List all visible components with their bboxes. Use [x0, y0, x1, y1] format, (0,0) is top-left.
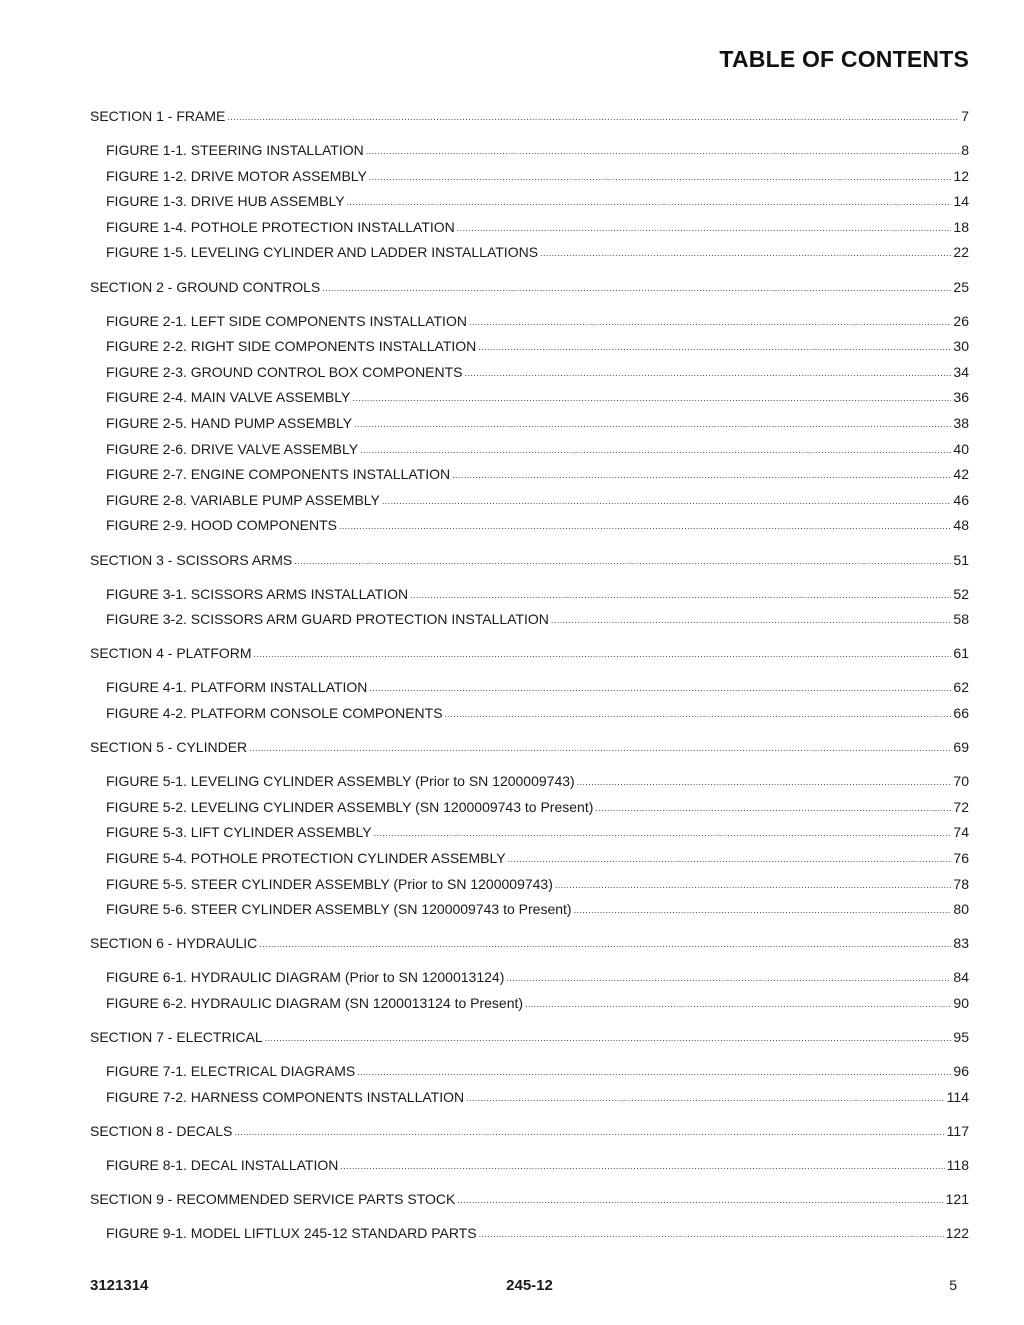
- toc-figure-entry[interactable]: [90, 411, 969, 437]
- dot-leader: [574, 898, 952, 924]
- footer-doc-number: 3121314: [90, 1277, 149, 1294]
- toc-figure-entry[interactable]: [90, 897, 969, 923]
- figure-label: FIGURE 2-1. LEFT SIDE COMPONENTS INSTALLATION: [106, 312, 467, 329]
- figure-page-number: 80: [953, 901, 969, 918]
- dot-leader: [374, 821, 952, 847]
- dot-leader: [339, 514, 951, 540]
- section-label: SECTION 1 - FRAME: [90, 108, 226, 124]
- toc-figure-entry[interactable]: [90, 965, 969, 991]
- section-label: SECTION 6 - HYDRAULIC: [90, 935, 258, 952]
- figure-page-number: 74: [953, 824, 969, 841]
- dot-leader: [234, 1120, 944, 1146]
- figure-label: FIGURE 2-4. MAIN VALVE ASSEMBLY: [106, 389, 351, 406]
- figure-label: FIGURE 2-2. RIGHT SIDE COMPONENTS INSTALLATION: [106, 338, 477, 355]
- figure-label: FIGURE 2-8. VARIABLE PUMP ASSEMBLY: [106, 491, 380, 508]
- toc-figure-entry[interactable]: [90, 769, 969, 795]
- figure-page-number: 58: [953, 611, 969, 628]
- figure-label: FIGURE 5-2. LEVELING CYLINDER ASSEMBLY (SN 1200009743 to Present): [106, 798, 594, 815]
- figure-page-number: 122: [945, 1225, 969, 1242]
- footer-model: 245-12: [506, 1277, 553, 1294]
- figure-label: FIGURE 7-2. HARNESS COMPONENTS INSTALLATION: [106, 1088, 465, 1105]
- toc-section-group: [90, 931, 969, 1016]
- toc-figure-entry[interactable]: [90, 701, 969, 727]
- dot-leader: [551, 608, 952, 634]
- figure-page-number: 38: [953, 415, 969, 432]
- figure-label: FIGURE 4-2. PLATFORM CONSOLE COMPONENTS: [106, 704, 443, 721]
- figure-page-number: 70: [953, 773, 969, 790]
- dot-leader: [382, 489, 952, 515]
- toc-section-group: [90, 548, 969, 633]
- figure-label: FIGURE 1-3. DRIVE HUB ASSEMBLY: [106, 193, 345, 210]
- dot-leader: [595, 796, 951, 822]
- section-label: SECTION 4 - PLATFORM: [90, 645, 252, 662]
- figure-page-number: 72: [953, 798, 969, 815]
- dot-leader: [478, 335, 951, 361]
- dot-leader: [540, 241, 951, 267]
- figure-label: FIGURE 5-3. LIFT CYLINDER ASSEMBLY: [106, 824, 372, 841]
- figure-label: FIGURE 2-6. DRIVE VALVE ASSEMBLY: [106, 440, 359, 457]
- figure-label: FIGURE 3-2. SCISSORS ARM GUARD PROTECTION INSTALLATION: [106, 611, 549, 628]
- figure-page-number: 22: [953, 244, 969, 261]
- figure-page-number: 62: [953, 679, 969, 696]
- page-title: TABLE OF CONTENTS: [719, 46, 969, 72]
- figure-page-number: 76: [953, 849, 969, 866]
- figure-label: FIGURE 9-1. MODEL LIFTLUX 245-12 STANDARD PARTS: [106, 1225, 477, 1242]
- dot-leader: [369, 676, 951, 702]
- toc-figure-entry[interactable]: [90, 991, 969, 1017]
- section-page-number: 25: [953, 278, 969, 295]
- toc-figure-entry[interactable]: [90, 138, 969, 164]
- figure-label: FIGURE 1-1. STEERING INSTALLATION: [106, 142, 364, 159]
- toc-section-group: [90, 1119, 969, 1179]
- dot-leader: [479, 1222, 944, 1248]
- figure-label: FIGURE 5-1. LEVELING CYLINDER ASSEMBLY (Prior to SN 1200009743): [106, 773, 575, 790]
- figure-label: FIGURE 2-9. HOOD COMPONENTS: [106, 517, 338, 534]
- toc-figure-entry[interactable]: [90, 1085, 969, 1111]
- dot-leader: [466, 1086, 945, 1112]
- figure-label: FIGURE 1-5. LEVELING CYLINDER AND LADDER INSTALLATIONS: [106, 244, 539, 261]
- toc-section-entry[interactable]: [90, 931, 969, 957]
- section-page-number: 61: [953, 645, 969, 662]
- dot-leader: [352, 386, 951, 412]
- dot-leader: [445, 702, 952, 728]
- toc-section-entry[interactable]: [90, 1025, 969, 1051]
- toc-figure-entry[interactable]: [90, 820, 969, 846]
- section-label: SECTION 8 - DECALS: [90, 1122, 233, 1139]
- dot-leader: [465, 361, 952, 387]
- dot-leader: [457, 1188, 943, 1214]
- dot-leader: [357, 1060, 951, 1086]
- toc-section-entry[interactable]: [90, 641, 969, 667]
- dot-leader: [506, 966, 951, 992]
- dot-leader: [347, 190, 952, 216]
- figure-page-number: 12: [953, 167, 969, 184]
- figure-label: FIGURE 2-7. ENGINE COMPONENTS INSTALLATION: [106, 466, 451, 483]
- toc-figure-entry[interactable]: [90, 385, 969, 411]
- figure-page-number: 118: [946, 1156, 969, 1173]
- toc-figure-entry[interactable]: [90, 334, 969, 360]
- section-label: SECTION 3 - SCISSORS ARMS: [90, 551, 293, 568]
- dot-leader: [249, 736, 951, 762]
- figure-label: FIGURE 5-6. STEER CYLINDER ASSEMBLY (SN 1200009743 to Present): [106, 901, 572, 918]
- toc-section-group: [90, 735, 969, 923]
- page-footer: [90, 1277, 969, 1297]
- toc-section-entry[interactable]: [90, 104, 969, 130]
- toc-figure-entry[interactable]: [90, 488, 969, 514]
- toc-section-group: [90, 641, 969, 726]
- figure-label: FIGURE 5-5. STEER CYLINDER ASSEMBLY (Prior to SN 1200009743): [106, 875, 553, 892]
- figure-page-number: 42: [953, 466, 969, 483]
- figure-page-number: 26: [953, 312, 969, 329]
- figure-page-number: 90: [953, 994, 969, 1011]
- figure-page-number: 66: [953, 704, 969, 721]
- toc-figure-entry[interactable]: [90, 1221, 969, 1247]
- toc-section-entry[interactable]: [90, 1187, 969, 1213]
- toc-section-entry[interactable]: [90, 275, 969, 301]
- section-label: SECTION 7 - ELECTRICAL: [90, 1029, 263, 1045]
- toc-figure-entry[interactable]: [90, 164, 969, 190]
- dot-leader: [457, 216, 952, 242]
- section-label: SECTION 2 - GROUND CONTROLS: [90, 278, 321, 295]
- figure-label: FIGURE 3-1. SCISSORS ARMS INSTALLATION: [106, 585, 409, 602]
- figure-label: FIGURE 8-1. DECAL INSTALLATION: [106, 1156, 339, 1173]
- toc-figure-entry[interactable]: [90, 582, 969, 608]
- toc-figure-entry[interactable]: [90, 215, 969, 241]
- dot-leader: [360, 438, 951, 464]
- figure-page-number: 36: [953, 389, 969, 406]
- toc-section-group: [90, 1187, 969, 1247]
- figure-page-number: 114: [946, 1088, 969, 1105]
- dot-leader: [294, 549, 951, 575]
- table-of-contents: [90, 104, 969, 1255]
- figure-label: FIGURE 2-5. HAND PUMP ASSEMBLY: [106, 415, 353, 432]
- section-page-number: 51: [953, 551, 969, 568]
- toc-figure-entry[interactable]: [90, 437, 969, 463]
- toc-figure-entry[interactable]: [90, 607, 969, 633]
- toc-figure-entry[interactable]: [90, 795, 969, 821]
- section-page-number: 7: [961, 108, 969, 124]
- toc-figure-entry[interactable]: [90, 1153, 969, 1179]
- section-page-number: 83: [953, 935, 969, 952]
- dot-leader: [410, 583, 951, 609]
- dot-leader: [259, 932, 951, 958]
- toc-figure-entry[interactable]: [90, 309, 969, 335]
- figure-label: FIGURE 4-1. PLATFORM INSTALLATION: [106, 679, 368, 696]
- figure-page-number: 84: [953, 969, 969, 986]
- dot-leader: [555, 873, 952, 899]
- figure-label: FIGURE 6-1. HYDRAULIC DIAGRAM (Prior to SN 1200013124): [106, 969, 505, 986]
- section-page-number: 121: [945, 1190, 969, 1207]
- toc-figure-entry[interactable]: [90, 462, 969, 488]
- figure-page-number: 48: [953, 517, 969, 534]
- toc-section-group: [90, 1025, 969, 1110]
- toc-section-group: [90, 275, 969, 539]
- dot-leader: [452, 463, 951, 489]
- figure-page-number: 96: [953, 1063, 969, 1080]
- toc-figure-entry[interactable]: [90, 189, 969, 215]
- figure-label: FIGURE 5-4. POTHOLE PROTECTION CYLINDER ASSEMBLY: [106, 849, 506, 866]
- dot-leader: [525, 992, 951, 1018]
- dot-leader: [577, 770, 952, 796]
- dot-leader: [227, 105, 959, 131]
- figure-page-number: 14: [953, 193, 969, 210]
- toc-figure-entry[interactable]: [90, 846, 969, 872]
- figure-page-number: 34: [953, 363, 969, 380]
- figure-page-number: 46: [953, 491, 969, 508]
- toc-section-entry[interactable]: [90, 1119, 969, 1145]
- toc-figure-entry[interactable]: [90, 872, 969, 898]
- toc-section-group: [90, 104, 969, 266]
- figure-label: FIGURE 1-2. DRIVE MOTOR ASSEMBLY: [106, 167, 367, 184]
- section-label: SECTION 9 - RECOMMENDED SERVICE PARTS STOCK: [90, 1190, 456, 1207]
- dot-leader: [469, 310, 951, 336]
- section-page-number: 69: [953, 739, 969, 756]
- figure-page-number: 40: [953, 440, 969, 457]
- dot-leader: [354, 412, 951, 438]
- footer-page-number: 5: [949, 1277, 957, 1293]
- toc-figure-entry[interactable]: [90, 240, 969, 266]
- toc-figure-entry[interactable]: [90, 513, 969, 539]
- dot-leader: [366, 139, 959, 165]
- figure-page-number: 52: [953, 585, 969, 602]
- toc-section-entry[interactable]: [90, 548, 969, 574]
- dot-leader: [340, 1154, 944, 1180]
- section-page-number: 117: [946, 1122, 969, 1139]
- dot-leader: [508, 847, 952, 873]
- figure-page-number: 78: [953, 875, 969, 892]
- section-page-number: 95: [953, 1029, 969, 1045]
- toc-figure-entry[interactable]: [90, 675, 969, 701]
- toc-figure-entry[interactable]: [90, 1059, 969, 1085]
- figure-label: FIGURE 2-3. GROUND CONTROL BOX COMPONENTS: [106, 363, 463, 380]
- figure-label: FIGURE 6-2. HYDRAULIC DIAGRAM (SN 1200013124 to Present): [106, 994, 524, 1011]
- figure-label: FIGURE 1-4. POTHOLE PROTECTION INSTALLATION: [106, 218, 455, 235]
- figure-page-number: 8: [961, 142, 969, 159]
- dot-leader: [254, 642, 952, 668]
- toc-section-entry[interactable]: [90, 735, 969, 761]
- toc-figure-entry[interactable]: [90, 360, 969, 386]
- dot-leader: [369, 165, 952, 191]
- section-label: SECTION 5 - CYLINDER: [90, 739, 248, 756]
- dot-leader: [322, 276, 951, 302]
- dot-leader: [265, 1026, 952, 1052]
- figure-label: FIGURE 7-1. ELECTRICAL DIAGRAMS: [106, 1063, 356, 1080]
- figure-page-number: 18: [953, 218, 969, 235]
- figure-page-number: 30: [953, 338, 969, 355]
